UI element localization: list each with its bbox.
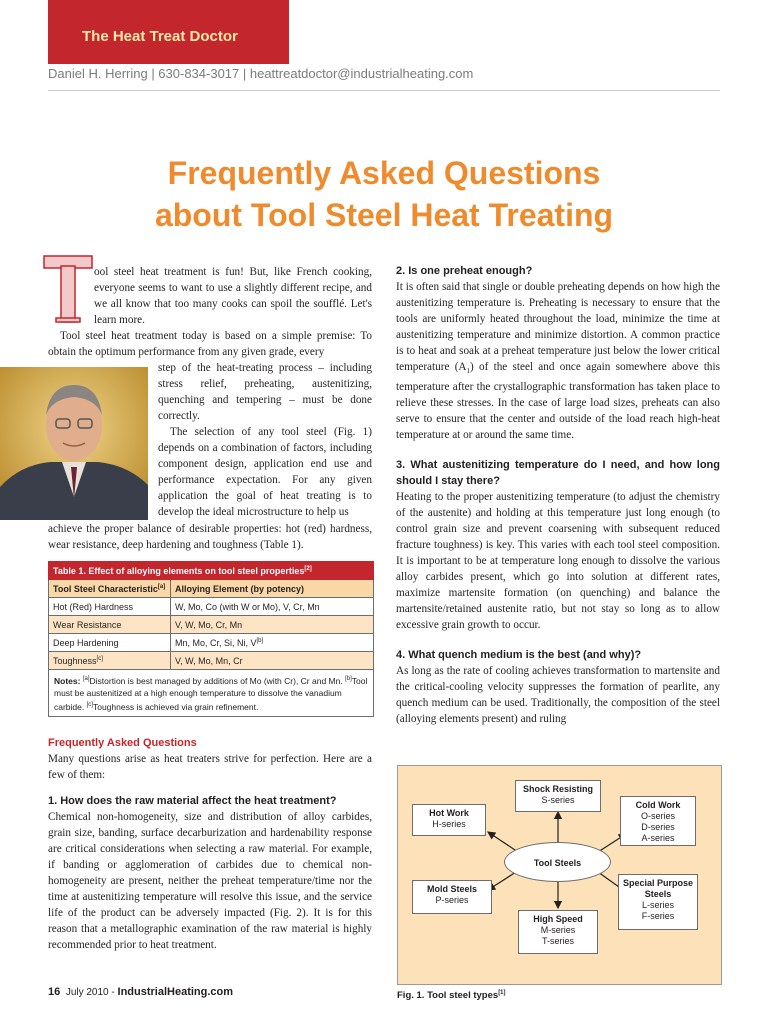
intro-paragraph-3b: achieve the proper balance of desirable properties: hot (red) hardness, wear resistance, deep hardening and toughness (Table 1).	[48, 523, 372, 551]
node-line: P-series	[435, 895, 469, 905]
row3-c: Toughness	[53, 655, 97, 666]
answer-2-sub: 1	[466, 367, 470, 376]
row2-c: Deep Hardening	[53, 637, 119, 648]
arrow-to-mold-steels	[488, 872, 516, 890]
diagram-node-shock-resisting	[515, 780, 601, 812]
question-4: 4. What quench medium is the best (and why)?	[396, 649, 642, 662]
title-line-1: Frequently Asked Questions	[167, 155, 601, 191]
table-cell-element	[171, 616, 374, 634]
note-a-ref: [a]	[82, 676, 90, 682]
answer-4: As long as the rate of cooling achieves transformation to martensite and the critical-cooling velocity suppresses the formation of pearlite, any quench medium can be used. Traditionally, the composition of the steel (alloying elements present) and ruling	[396, 665, 720, 726]
answer-2-post: ) of the steel and once again somewhere above this temperature after the crystallographic transformation has taken place to relieve these stresses. In the case of large load sizes, preheats can also serve to ensure that the center and outside of the load reach high-heat temperature at or around the same time.	[396, 361, 720, 442]
intro-p2b-text: step of the heat-treating process – including stress relief, preheating, austenitizing, quenching and tempering – must be done correctly.	[158, 362, 372, 422]
diagram-node-hot-work	[412, 804, 486, 836]
question-1: 1. How does the raw material affect the heat treatment?	[48, 795, 337, 807]
answer-2	[396, 279, 720, 443]
diagram-node-high-speed	[518, 910, 598, 954]
table-cell-element	[171, 598, 374, 616]
table-row	[49, 598, 374, 616]
intro-paragraph-1: ool steel heat treatment is fun! But, like French cooking, everyone seems to want to use a slightly different recipe, and we all know that too many cooks can spoil the soufflé. Let's learn more.	[94, 266, 372, 326]
col1-ref: [a]	[157, 583, 166, 590]
note-b-ref: [b]	[345, 676, 352, 682]
row0-e: W, Mo, Co (with W or Mo), V, Cr, Mn	[175, 601, 320, 612]
table-header-row	[49, 580, 374, 598]
tool-steel-types-diagram	[397, 765, 722, 985]
intro-beside-photo	[158, 360, 372, 520]
answer-1: Chemical non-homogeneity, size and distribution of alloy carbides, grain size, banding, surface decarburization and hardenability response are critical considerations when selecting a raw material. For example, if banding or agglomeration of carbides due to chemical non-homogeneity are present, neither the preheat temperature/time nor the time at austenitizing temperature will resolve this issue, and the service life of the product can be adversely impacted (Fig. 2). It is for this reason that a metallographic examination of the raw material is highly recommended prior to heat treatment.	[48, 811, 372, 951]
table-cell-element	[171, 652, 374, 670]
faq-intro: Many questions arise as heat treaters strive for perfection. Here are a few of them:	[48, 753, 372, 781]
row0-c: Hot (Red) Hardness	[53, 601, 134, 612]
row3-c-ref: [c]	[96, 655, 103, 662]
question-3: 3. What austenitizing temperature do I need, and how long should I stay there?	[396, 459, 720, 488]
note-c: Toughness is achieved via grain refinement.	[92, 701, 259, 712]
page-number: 16	[48, 986, 61, 998]
alloying-elements-table	[48, 561, 374, 717]
table-caption	[49, 562, 374, 580]
header-rule	[48, 90, 720, 91]
col1-label: Tool Steel Characteristic	[53, 583, 158, 594]
node-line: M-series	[540, 925, 576, 935]
article-title	[48, 152, 720, 236]
table-cell-characteristic	[49, 652, 171, 670]
figure-caption-ref: [1]	[498, 990, 506, 996]
row1-c: Wear Resistance	[53, 619, 122, 630]
node-title: Mold Steels	[426, 884, 477, 894]
table-row	[49, 616, 374, 634]
row3-e: V, W, Mo, Mn, Cr	[175, 655, 243, 666]
note-a: Distortion is best managed by additions of Mo (with Cr), Cr and Mn.	[89, 675, 343, 686]
author-photo	[0, 367, 148, 520]
table-row	[49, 634, 374, 652]
node-line: A-series	[641, 833, 675, 843]
answer-2-pre: It is often said that single or double preheating depends on how high the austenitizing temperature is. Preheating is necessary to ensure that the tools are uniformly heated throughout the load, minimize the time at austenitizing temperature and minimize distortion. A common practice is to heat and soak at a preheat temperature just below the lower critical temperature (A	[396, 281, 720, 373]
figure-caption-text: Fig. 1. Tool steel types	[397, 990, 499, 1002]
node-title: Hot Work	[429, 808, 469, 818]
diagram-node-cold-work	[620, 796, 696, 846]
diagram-center-tool-steels: Tool Steels	[504, 842, 611, 882]
table-cell-characteristic	[49, 598, 171, 616]
arrow-to-hot-work	[488, 832, 518, 852]
table-caption-prefix: Table 1.	[53, 565, 86, 576]
right-column	[396, 263, 720, 727]
table-caption-text: Effect of alloying elements on tool steel properties	[88, 565, 305, 576]
row1-e: V, W, Mo, Cr, Mn	[175, 619, 243, 630]
question-2: 2. Is one preheat enough?	[396, 265, 533, 277]
table-row	[49, 652, 374, 670]
issue-date: July 2010 -	[65, 987, 118, 998]
table-cell-element	[171, 634, 374, 652]
table-cell-characteristic	[49, 616, 171, 634]
node-line: F-series	[641, 911, 675, 921]
intro-p3a-text: The selection of any tool steel (Fig. 1) depends on a combination of factors, including component design, application end use and performance expectation. For any given application the goal of heat treating is to develop the ideal microstructure to help us	[158, 426, 372, 518]
node-line: O-series	[640, 811, 675, 821]
answer-3: Heating to the proper austenitizing temperature (to adjust the chemistry of the austenite) and holding at this temperature just long enough (to control grain size and prevent coarsening with subsequent reduced fracture toughness) is key. This varies with each tool steel composition. It is important to be at temperature long enough to dissolve the various alloy carbides present, which go into solution at different rates, maximize martensite formation (on quenching) and balance the martensite/retained austenite ratio, but not stay so long as to allow excessive grain growth to occur.	[396, 491, 720, 632]
node-line: S-series	[541, 795, 575, 805]
site-name: IndustrialHeating.com	[117, 986, 234, 998]
figure-caption	[397, 990, 506, 1001]
faq-heading: Frequently Asked Questions	[48, 737, 197, 749]
node-line: D-series	[641, 822, 675, 832]
department-title: The Heat Treat Doctor	[82, 28, 238, 45]
node-title: Shock Resisting	[522, 784, 594, 794]
table-cell-characteristic	[49, 634, 171, 652]
node-line: L-series	[641, 900, 674, 910]
page-footer	[48, 986, 233, 998]
node-title: High Speed	[533, 914, 583, 924]
note-c-ref: [c]	[86, 701, 93, 708]
table-notes-row	[49, 670, 374, 717]
node-title: Cold Work	[635, 800, 681, 810]
table-header-element: Alloying Element (by potency)	[171, 580, 374, 598]
node-title: Special Purpose Steels	[622, 878, 694, 899]
note-b: Tool must be austenitized at a high enough temperature to dissolve the vanadium carbide.	[54, 675, 368, 712]
diagram-node-mold-steels	[412, 880, 492, 914]
diagram-node-special-purpose	[618, 874, 698, 930]
drop-cap	[42, 254, 94, 324]
node-line: H-series	[432, 819, 466, 829]
table-header-characteristic	[49, 580, 171, 598]
notes-label: Notes:	[54, 675, 81, 686]
table-caption-row	[49, 562, 374, 580]
table-notes	[49, 670, 374, 717]
author-byline: Daniel H. Herring | 630-834-3017 | heattreatdoctor@industrialheating.com	[48, 66, 474, 81]
row2-e: Mn, Mo, Cr, Si, Ni, V	[175, 637, 257, 648]
faq-section-left	[48, 735, 372, 953]
intro-p2a-text: Tool steel heat treatment today is based on a simple premise: To obtain the optimum performance from any given grade, every	[48, 330, 372, 358]
department-banner	[48, 0, 289, 64]
node-line: T-series	[541, 936, 574, 946]
intro-paragraph-2a	[48, 328, 372, 360]
row2-e-ref: [b]	[256, 637, 264, 644]
table-caption-ref: [2]	[304, 565, 312, 572]
title-line-2: about Tool Steel Heat Treating	[154, 197, 614, 233]
